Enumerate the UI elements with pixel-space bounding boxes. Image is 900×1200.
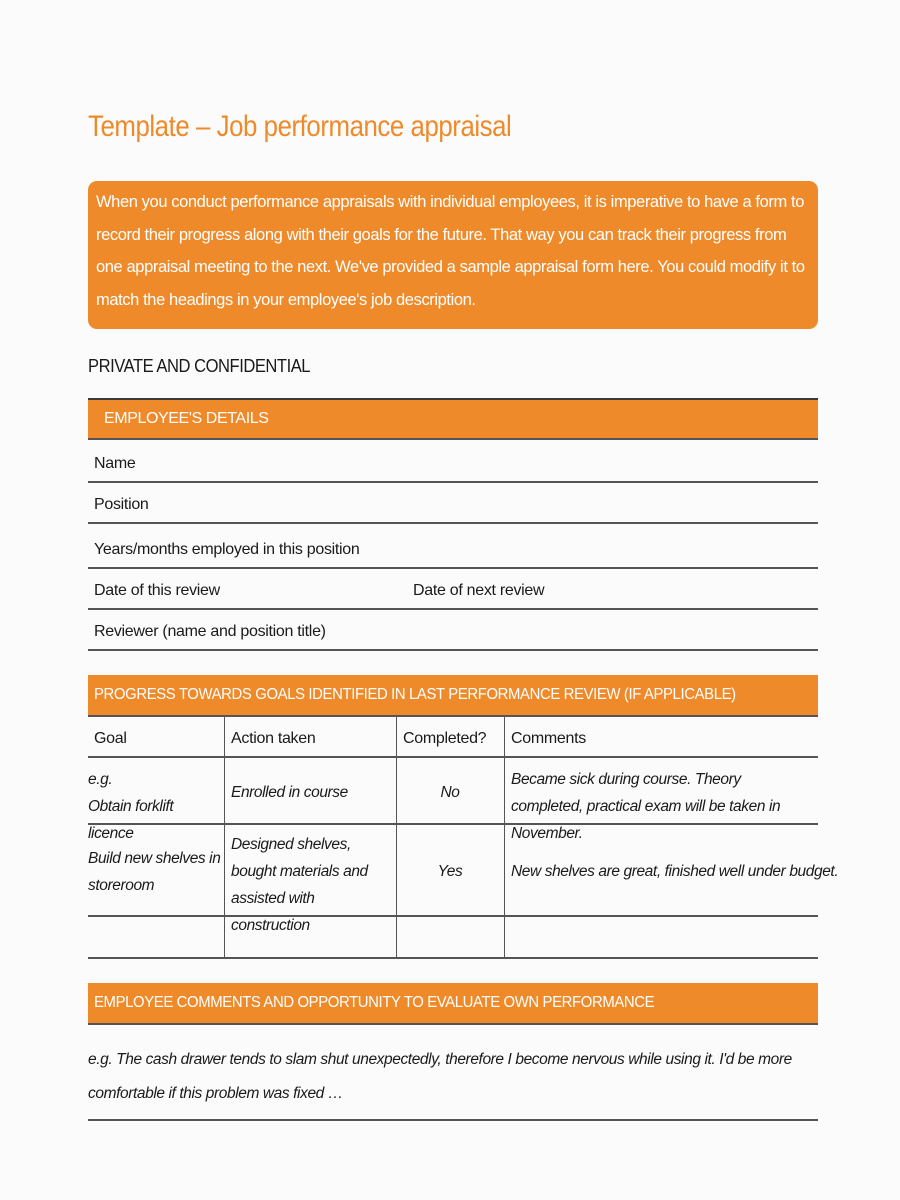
completed-cell-1: No — [440, 784, 460, 801]
comments-column-header: Comments — [511, 730, 586, 747]
completed-cell-2: Yes — [437, 863, 463, 880]
years-employed-label: Years/months employed in this position — [94, 541, 360, 558]
action-column-header: Action taken — [231, 730, 316, 747]
employee-comments-example: e.g. The cash drawer tends to slam shut unexpectedly, therefore I become nervous while using it. I'd be more comfortable if this problem was fixed … — [88, 1051, 792, 1102]
intro-box: When you conduct performance appraisals with individual employees, it is imperative to have a form to record their progress along with their goals for the future. That way you can track their progress from one appraisal meeting to the next. We've provided a sample appraisal form here. You could modify it to match the headings in your employee's job description. — [88, 181, 818, 329]
date-next-review-label: Date of next review — [413, 582, 545, 599]
page-title: Template – Job performance appraisal — [88, 110, 512, 143]
date-row-line — [88, 608, 818, 610]
goals-divider-2 — [396, 717, 397, 959]
goals-heading: PROGRESS TOWARDS GOALS IDENTIFIED IN LAST PERFORMANCE REVIEW (IF APPLICABLE) — [94, 686, 736, 703]
comments-cell-2: New shelves are great, finished well under budget. — [511, 863, 839, 880]
goal-column-header: Goal — [94, 730, 127, 747]
years-row-line — [88, 567, 818, 569]
goals-divider-1 — [224, 717, 225, 959]
employee-comments-heading: EMPLOYEE COMMENTS AND OPPORTUNITY TO EVALUATE OWN PERFORMANCE — [94, 994, 655, 1011]
employee-comments-line — [88, 1119, 818, 1121]
goals-row-3-line — [88, 957, 818, 959]
date-review-label: Date of this review — [94, 582, 220, 599]
employee-comments-header — [88, 983, 818, 1025]
employee-details-header — [88, 398, 818, 440]
name-row-line — [88, 481, 818, 483]
goals-row-1-line — [88, 823, 818, 825]
employee-details-heading: EMPLOYEE'S DETAILS — [104, 410, 269, 427]
goals-header — [88, 675, 818, 717]
action-cell-1: Enrolled in course — [231, 784, 348, 801]
goal-cell-2: Build new shelves in storeroom — [88, 850, 221, 894]
goals-header-line — [88, 756, 818, 758]
action-cell-2: Designed shelves, bought materials and assisted with construction — [231, 836, 368, 934]
reviewer-row-line — [88, 649, 818, 651]
position-row-line — [88, 522, 818, 524]
comments-cell-1: Became sick during course. Theory completed, practical exam will be taken in November. — [511, 771, 781, 842]
goals-divider-3 — [504, 717, 505, 959]
goals-row-2-line — [88, 915, 818, 917]
goal-cell-1: e.g. Obtain forklift licence — [88, 771, 174, 842]
reviewer-label: Reviewer (name and position title) — [94, 623, 326, 640]
completed-column-header: Completed? — [403, 730, 487, 747]
private-confidential-label: PRIVATE AND CONFIDENTIAL — [88, 356, 311, 376]
name-label: Name — [94, 455, 136, 472]
position-label: Position — [94, 496, 149, 513]
